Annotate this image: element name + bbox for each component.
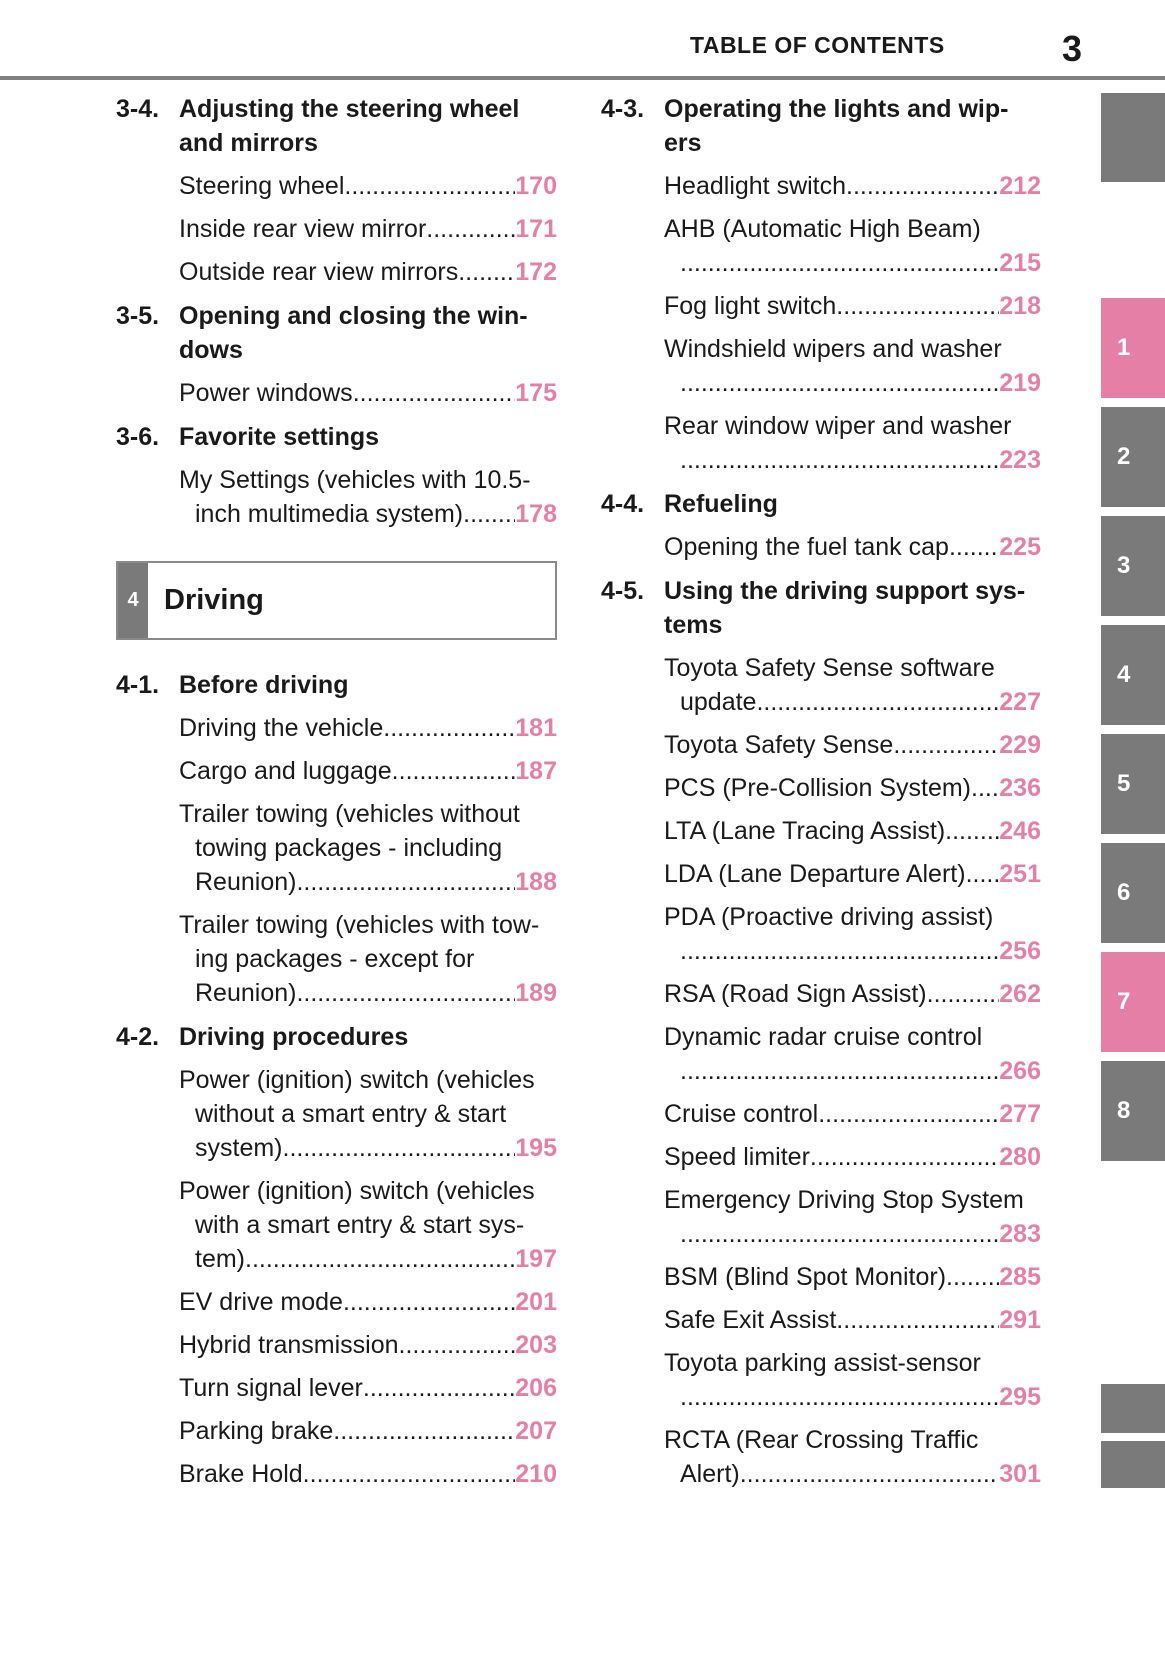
page-link[interactable]: 203: [515, 1331, 557, 1359]
entry-line: [664, 289, 1041, 323]
entry-text: Power (ignition) switch (vehicles: [179, 1066, 535, 1094]
page-link[interactable]: 283: [999, 1220, 1041, 1248]
leader-dots: [740, 1457, 1000, 1491]
toc-entry[interactable]: [664, 1346, 1041, 1414]
leader-dots: [353, 376, 516, 410]
page-link[interactable]: 189: [515, 979, 557, 1007]
page-link[interactable]: 172: [515, 258, 557, 286]
page-link[interactable]: 188: [515, 868, 557, 896]
leader-dots: [303, 1457, 516, 1491]
toc-entry[interactable]: [664, 332, 1041, 400]
page-link[interactable]: 181: [515, 714, 557, 742]
leader-dots: [680, 366, 999, 400]
tab-chapter-8[interactable]: 8: [1101, 1061, 1165, 1161]
left-column: [116, 92, 557, 1491]
section-title: Before driving: [179, 671, 349, 699]
toc-entry[interactable]: [179, 1063, 557, 1165]
tab-chapter-4[interactable]: 4: [1101, 625, 1165, 725]
toc-entry[interactable]: [179, 1328, 557, 1362]
entry-line: [664, 246, 1041, 280]
entry-line: [179, 1285, 557, 1319]
entry-line: [179, 1328, 557, 1362]
entry-line: [179, 255, 557, 289]
leader-dots: [343, 1285, 515, 1319]
entry-line: [179, 497, 557, 531]
toc-entry[interactable]: [664, 814, 1041, 848]
entry-text: Toyota parking assist-sensor: [664, 1349, 981, 1377]
section-heading[interactable]: [116, 92, 557, 160]
page-link[interactable]: 175: [515, 379, 557, 407]
section-number: 4-4.: [601, 490, 645, 518]
entry-text: BSM (Blind Spot Monitor): [664, 1263, 947, 1291]
tab-chapter-6[interactable]: 6: [1101, 843, 1165, 943]
section-number: 4-2.: [116, 1023, 160, 1051]
page-link[interactable]: 251: [999, 860, 1041, 888]
toc-entry[interactable]: [664, 728, 1041, 762]
toc-entry[interactable]: [664, 651, 1041, 719]
toc-entry[interactable]: [664, 169, 1041, 203]
entry-line: [664, 1260, 1041, 1294]
toc-entry[interactable]: [179, 463, 557, 531]
entry-line: [664, 728, 1041, 762]
toc-entry[interactable]: [664, 1303, 1041, 1337]
entry-text: Steering wheel: [179, 172, 345, 200]
tab-chapter-7[interactable]: 7: [1101, 952, 1165, 1052]
page-link[interactable]: 256: [999, 937, 1041, 965]
page-link[interactable]: 215: [999, 249, 1041, 277]
entry-line: [179, 711, 557, 745]
leader-dots: [680, 443, 999, 477]
leader-dots: [971, 771, 999, 805]
leader-dots: [818, 1097, 999, 1131]
leader-dots: [680, 934, 999, 968]
entry-text: Cargo and luggage: [179, 757, 392, 785]
section-heading[interactable]: [116, 1020, 557, 1054]
entry-text: Trailer towing (vehicles with tow-: [179, 911, 540, 939]
entry-text: LDA (Lane Departure Alert): [664, 860, 966, 888]
entry-text: tem): [195, 1245, 245, 1273]
toc-entry[interactable]: [179, 1174, 557, 1276]
entry-line: [664, 934, 1041, 968]
entry-text: Hybrid transmission: [179, 1331, 399, 1359]
entry-line: [664, 530, 1041, 564]
tab-chapter-5[interactable]: 5: [1101, 734, 1165, 834]
leader-dots: [363, 1371, 515, 1405]
entry-line: [664, 1457, 1041, 1491]
leader-dots: [463, 497, 515, 531]
header-divider: [0, 76, 1165, 80]
entry-line: [179, 865, 557, 899]
section-title: Driving procedures: [179, 1023, 409, 1051]
entry-text: Power (ignition) switch (vehicles: [179, 1177, 535, 1205]
entry-text: with a smart entry & start sys-: [195, 1211, 525, 1239]
leader-dots: [283, 1131, 516, 1165]
entry-text: My Settings (vehicles with 10.5-: [179, 466, 531, 494]
leader-dots: [756, 685, 999, 719]
section-title-line: dows: [179, 336, 243, 364]
toc-entry[interactable]: [179, 1457, 557, 1491]
tab-chapter-1[interactable]: 1: [1101, 298, 1165, 398]
entry-text: PCS (Pre-Collision System): [664, 774, 972, 802]
page-link[interactable]: 197: [515, 1245, 557, 1273]
leader-dots: [245, 1242, 515, 1276]
leader-dots: [399, 1328, 516, 1362]
page-link[interactable]: 206: [515, 1374, 557, 1402]
entry-line: [179, 1457, 557, 1491]
entry-line: [179, 212, 557, 246]
entry-line: [179, 1242, 557, 1276]
entry-text: without a smart entry & start: [195, 1100, 507, 1128]
entry-text: EV drive mode: [179, 1288, 343, 1316]
section-title: Refueling: [664, 490, 778, 518]
section-title: [664, 92, 1041, 160]
leader-dots: [296, 865, 515, 899]
entry-text: Dynamic radar cruise control: [664, 1023, 983, 1051]
page-link[interactable]: 178: [515, 500, 557, 528]
entry-line: [664, 1217, 1041, 1251]
entry-line: [664, 685, 1041, 719]
leader-dots: [949, 530, 999, 564]
entry-text: Emergency Driving Stop System: [664, 1186, 1024, 1214]
page-link[interactable]: 227: [999, 688, 1041, 716]
page-link[interactable]: 171: [515, 215, 557, 243]
leader-dots: [296, 976, 515, 1010]
page-link[interactable]: 212: [999, 172, 1041, 200]
page-link[interactable]: 223: [999, 446, 1041, 474]
entry-text: Trailer towing (vehicles without: [179, 800, 520, 828]
entry-line: [179, 169, 557, 203]
entry-text: Parking brake: [179, 1417, 334, 1445]
page-link[interactable]: 201: [515, 1288, 557, 1316]
entry-line: [664, 366, 1041, 400]
entry-text: Fog light switch: [664, 292, 837, 320]
entry-text: ing packages - except for: [195, 945, 475, 973]
leader-dots: [946, 1260, 999, 1294]
entry-text: Safe Exit Assist: [664, 1306, 837, 1334]
leader-dots: [836, 289, 999, 323]
tab-blank-top[interactable]: [1101, 93, 1165, 182]
page-link[interactable]: 170: [515, 172, 557, 200]
leader-dots: [458, 255, 515, 289]
entry-line: [179, 976, 557, 1010]
page-link[interactable]: 262: [999, 980, 1041, 1008]
toc-entry[interactable]: [664, 857, 1041, 891]
section-number: 4-3.: [601, 95, 645, 123]
entry-line: [179, 754, 557, 788]
page-link[interactable]: 210: [515, 1460, 557, 1488]
entry-text: PDA (Proactive driving assist): [664, 903, 994, 931]
page-link[interactable]: 229: [999, 731, 1041, 759]
toc-entry[interactable]: [179, 169, 557, 203]
toc-entry[interactable]: [664, 771, 1041, 805]
toc-entry[interactable]: [179, 711, 557, 745]
section-heading[interactable]: [601, 92, 1041, 160]
page-link[interactable]: 195: [515, 1134, 557, 1162]
section-title: Adjusting the steering wheel and mirrors: [179, 95, 520, 157]
tab-chapter-3[interactable]: 3: [1101, 516, 1165, 616]
toc-entry[interactable]: [179, 376, 557, 410]
entry-text: Windshield wipers and washer: [664, 335, 1002, 363]
entry-text: Driving the vehicle: [179, 714, 384, 742]
page-link[interactable]: 225: [999, 533, 1041, 561]
section-heading[interactable]: [601, 574, 1041, 642]
entry-text: Reunion): [195, 868, 297, 896]
leader-dots: [426, 212, 515, 246]
chapter-title: Driving: [164, 584, 264, 616]
entry-text: system): [195, 1134, 283, 1162]
toc-entry[interactable]: [664, 289, 1041, 323]
leader-dots: [383, 711, 515, 745]
toc-entry[interactable]: [179, 908, 557, 1010]
entry-line: [664, 1380, 1041, 1414]
section-number: 3-6.: [116, 423, 160, 451]
section-title: [664, 574, 1041, 642]
leader-dots: [846, 169, 999, 203]
section-number: 4-1.: [116, 671, 160, 699]
toc-entry[interactable]: [664, 1097, 1041, 1131]
toc-entry[interactable]: [664, 1020, 1041, 1088]
leader-dots: [836, 1303, 999, 1337]
toc-entry[interactable]: [179, 1371, 557, 1405]
entry-text: Rear window wiper and washer: [664, 412, 1012, 440]
entry-line: [664, 1140, 1041, 1174]
entry-text: towing packages - including: [195, 834, 503, 862]
entry-line: [179, 1371, 557, 1405]
entry-line: [664, 977, 1041, 1011]
entry-text: Cruise control: [664, 1100, 819, 1128]
entry-line: [664, 1054, 1041, 1088]
toc-entry[interactable]: [664, 977, 1041, 1011]
page-link[interactable]: 285: [999, 1263, 1041, 1291]
page-number: 3: [1062, 28, 1083, 69]
page-link[interactable]: 277: [999, 1100, 1041, 1128]
entry-text: Power windows: [179, 379, 353, 407]
toc-entry[interactable]: [179, 212, 557, 246]
page-link[interactable]: 301: [999, 1460, 1041, 1488]
section-title-line: Using the driving support sys-: [664, 577, 1026, 605]
header-title: TABLE OF CONTENTS: [690, 32, 945, 58]
section-title-line: Opening and closing the win-: [179, 302, 528, 330]
entry-line: [179, 376, 557, 410]
toc-entry[interactable]: [664, 1260, 1041, 1294]
entry-line: [664, 169, 1041, 203]
page-link[interactable]: 295: [999, 1383, 1041, 1411]
entry-text: Inside rear view mirror: [179, 215, 427, 243]
page-link[interactable]: 187: [515, 757, 557, 785]
toc-entry[interactable]: [664, 1183, 1041, 1251]
leader-dots: [680, 1380, 999, 1414]
toc-entry[interactable]: [664, 212, 1041, 280]
page-link[interactable]: 266: [999, 1057, 1041, 1085]
entry-text: Speed limiter: [664, 1143, 810, 1171]
toc-entry[interactable]: [664, 409, 1041, 477]
entry-line: [664, 1097, 1041, 1131]
section-number: 3-5.: [116, 302, 160, 330]
section-number: 4-5.: [601, 577, 645, 605]
page-link[interactable]: 246: [999, 817, 1041, 845]
section-number: 3-4.: [116, 95, 160, 123]
section-title-line: tems: [664, 611, 723, 639]
entry-text: Turn signal lever: [179, 1374, 363, 1402]
leader-dots: [680, 1054, 999, 1088]
entry-text: Outside rear view mirrors: [179, 258, 459, 286]
section-heading[interactable]: [116, 420, 557, 454]
section-title-line: Operating the lights and wip-: [664, 95, 1009, 123]
section-title-line: ers: [664, 129, 702, 157]
toc-entry[interactable]: [664, 1140, 1041, 1174]
tab-index-b[interactable]: [1101, 1441, 1165, 1488]
toc-entry[interactable]: [664, 530, 1041, 564]
entry-line: [664, 857, 1041, 891]
section-heading[interactable]: [116, 668, 557, 702]
leader-dots: [333, 1414, 515, 1448]
entry-text: Reunion): [195, 979, 297, 1007]
page-link[interactable]: 280: [999, 1143, 1041, 1171]
entry-text: update: [680, 688, 757, 716]
entry-text: Alert): [680, 1460, 740, 1488]
right-column: [601, 92, 1041, 1491]
entry-text: RSA (Road Sign Assist): [664, 980, 927, 1008]
toc-entry[interactable]: [664, 1423, 1041, 1491]
entry-line: [179, 1414, 557, 1448]
section-heading[interactable]: [116, 299, 557, 367]
toc-entry[interactable]: [179, 797, 557, 899]
entry-line: [664, 771, 1041, 805]
entry-line: [179, 1131, 557, 1165]
leader-dots: [945, 814, 999, 848]
entry-text: LTA (Lane Tracing Assist): [664, 817, 946, 845]
page-link[interactable]: 219: [999, 369, 1041, 397]
leader-dots: [344, 169, 515, 203]
leader-dots: [680, 1217, 999, 1251]
leader-dots: [893, 728, 999, 762]
toc-entry[interactable]: [179, 1414, 557, 1448]
entry-text: inch multimedia system): [195, 500, 464, 528]
leader-dots: [392, 754, 516, 788]
page-link[interactable]: 291: [999, 1306, 1041, 1334]
entry-text: Headlight switch: [664, 172, 847, 200]
entry-line: [664, 443, 1041, 477]
toc-entry[interactable]: [179, 255, 557, 289]
page-link[interactable]: 218: [999, 292, 1041, 320]
entry-text: Brake Hold: [179, 1460, 303, 1488]
entry-text: Opening the fuel tank cap: [664, 533, 949, 561]
entry-text: AHB (Automatic High Beam): [664, 215, 981, 243]
entry-line: [664, 1303, 1041, 1337]
chapter-number: 4: [118, 563, 148, 638]
entry-text: Toyota Safety Sense: [664, 731, 894, 759]
toc-entry[interactable]: [179, 1285, 557, 1319]
toc-entry[interactable]: [179, 754, 557, 788]
section-title: Favorite settings: [179, 423, 380, 451]
entry-text: RCTA (Rear Crossing Traffic: [664, 1426, 979, 1454]
page-link[interactable]: 236: [999, 774, 1041, 802]
leader-dots: [966, 857, 1000, 891]
section-title: [179, 299, 557, 367]
entry-line: [664, 814, 1041, 848]
tab-chapter-2[interactable]: 2: [1101, 407, 1165, 507]
leader-dots: [810, 1140, 999, 1174]
page-link[interactable]: 207: [515, 1417, 557, 1445]
leader-dots: [680, 246, 999, 280]
chapter-heading: [116, 561, 557, 640]
leader-dots: [927, 977, 1000, 1011]
tab-index-a[interactable]: [1101, 1384, 1165, 1433]
section-heading[interactable]: [601, 487, 1041, 521]
toc-entry[interactable]: [664, 900, 1041, 968]
entry-text: Toyota Safety Sense software: [664, 654, 995, 682]
